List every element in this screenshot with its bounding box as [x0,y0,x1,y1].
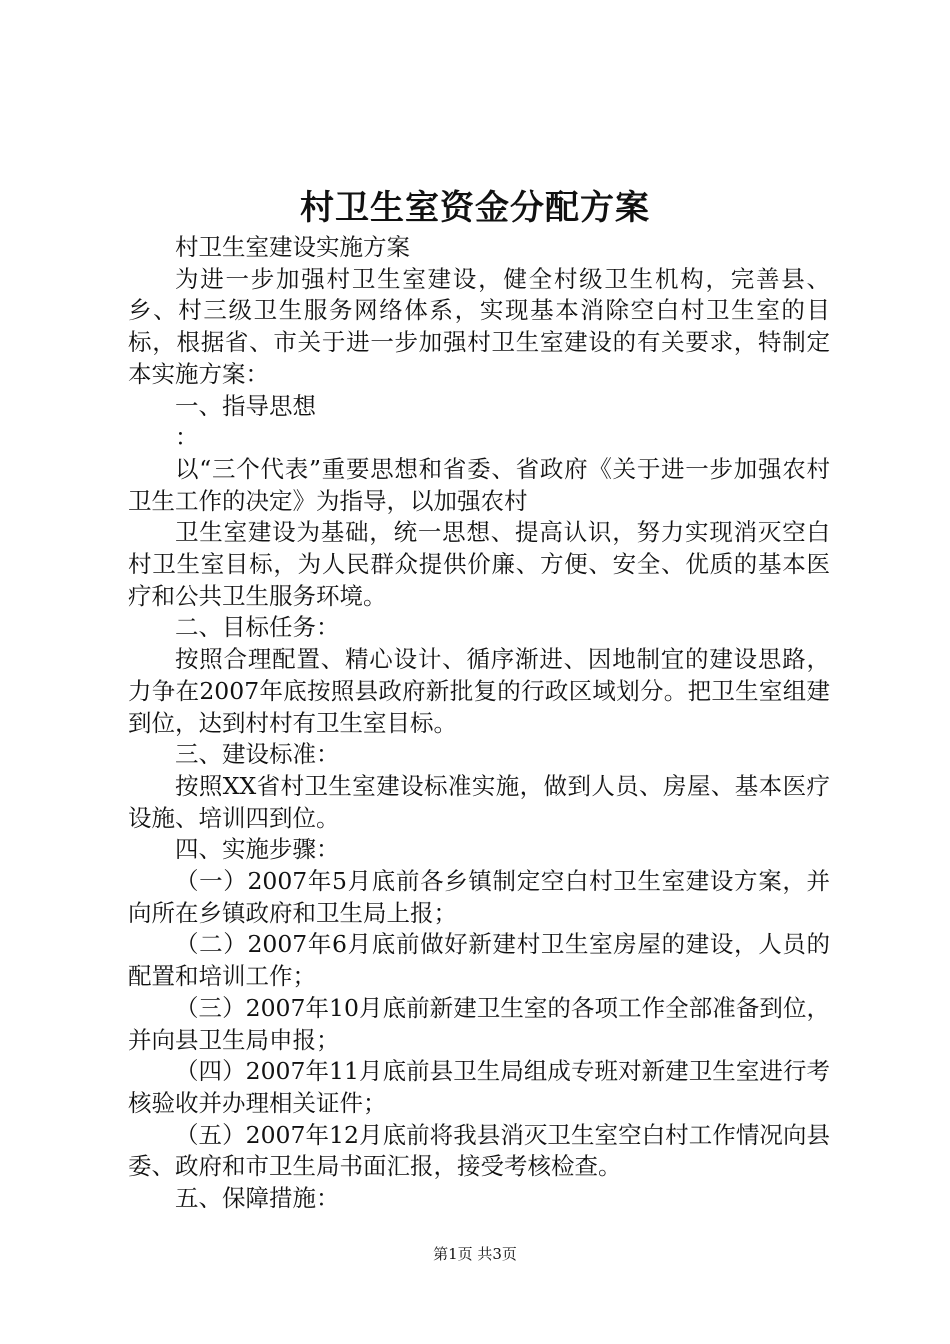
paragraph-guiding-2: 卫生室建设为基础，统一思想、提高认识，努力实现消灭空白村卫生室目标，为人民群众提供价廉、方便、安全、优质的基本医疗和公共卫生服务环境。 [128,518,830,610]
page-footer: 第1页 共3页 [433,1245,517,1263]
paragraph-step-4: （四）2007年11月底前县卫生局组成专班对新建卫生室进行考核验收并办理相关证件； [128,1057,830,1117]
paragraph-subtitle: 村卫生室建设实施方案 [175,233,410,261]
section-heading-steps: 四、实施步骤： [175,835,340,864]
paragraph-step-1: （一）2007年5月底前各乡镇制定空白村卫生室建设方案，并向所在乡镇政府和卫生局上报； [128,867,830,927]
document-body [128,232,830,1215]
paragraph-step-5: （五）2007年12月底前将我县消灭卫生室空白村工作情况向县委、政府和市卫生局书面汇报，接受考核检查。 [128,1120,830,1181]
paragraph-step-3: （三）2007年10月底前新建卫生室的各项工作全部准备到位，并向县卫生局申报； [128,993,830,1054]
section-heading-guiding-thought: 一、指导思想 [175,391,316,420]
paragraph-standards: 按照XX省村卫生室建设标准实施，做到人员、房屋、基本医疗设施、培训四到位。 [128,771,830,832]
document-title: 村卫生室资金分配方案 [300,188,650,228]
paragraph-goals: 按照合理配置、精心设计、循序渐进、因地制宜的建设思路，力争在2007年底按照县政府新批复的行政区域划分。把卫生室组建到位，达到村村有卫生室目标。 [128,645,830,737]
section-heading-standards: 三、建设标准： [175,740,340,769]
paragraph-colon: ： [175,423,199,452]
paragraph-step-2: （二）2007年6月底前做好新建村卫生室房屋的建设，人员的配置和培训工作； [128,930,830,991]
section-heading-safeguards: 五、保障措施： [175,1184,340,1213]
paragraph-guiding-1: 以“三个代表”重要思想和省委、省政府《关于进一步加强农村卫生工作的决定》为指导，以加强农村 [128,454,830,515]
section-heading-goals: 二、目标任务： [175,613,340,642]
paragraph-intro: 为进一步加强村卫生室建设，健全村级卫生机构，完善县、乡、村三级卫生服务网络体系，实现基本消除空白村卫生室的目标，根据省、市关于进一步加强村卫生室建设的有关要求，特制定本实施方案： [128,264,830,388]
